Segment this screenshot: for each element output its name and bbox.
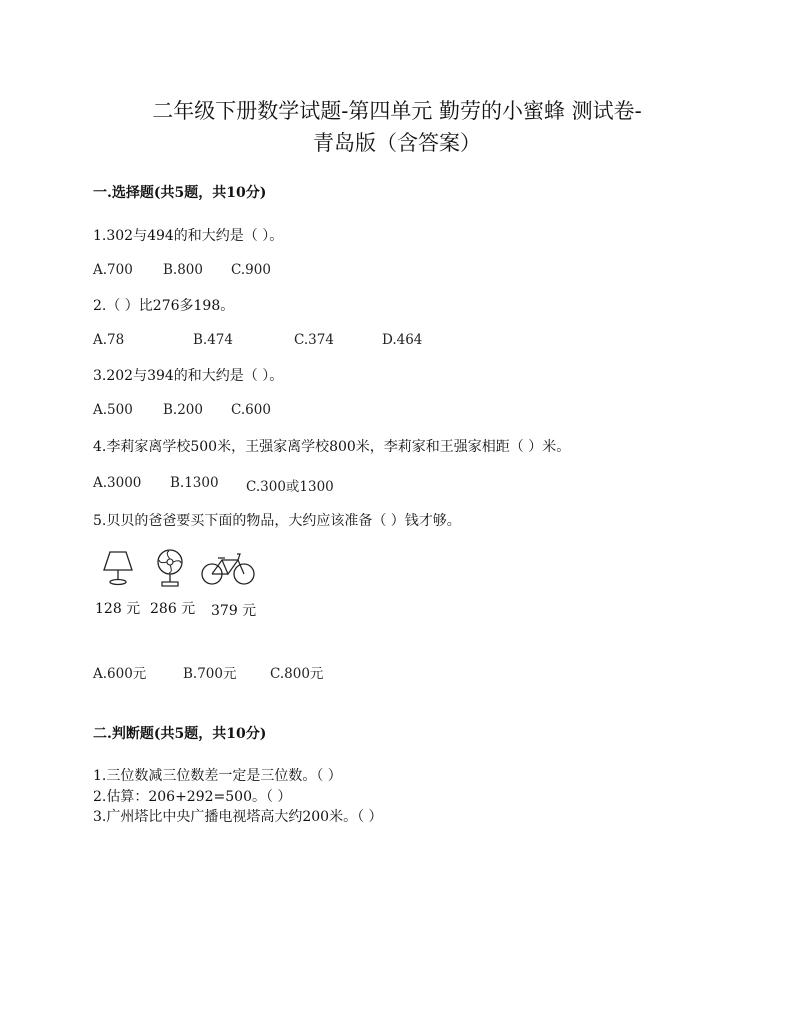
- option-b: B.700元: [183, 666, 237, 682]
- question-2: 2.（ ）比276多198。: [93, 298, 235, 314]
- question-4: 4.李莉家离学校500米，王强家离学校800米，李莉家和王强家相距（ ）米。: [93, 439, 571, 455]
- option-a: A.700: [93, 262, 133, 278]
- option-d: D.464: [382, 332, 423, 348]
- judgement-question-1: 1.三位数减三位数差一定是三位数。（ ）: [93, 768, 342, 784]
- option-a: A.600元: [93, 666, 147, 682]
- title-line-1: 二年级下册数学试题-第四单元 勤劳的小蜜蜂 测试卷-: [152, 99, 642, 123]
- option-a: A.78: [93, 332, 125, 348]
- title-line-2: 青岛版（含答案）: [313, 131, 481, 155]
- price-bicycle: 379 元: [211, 603, 257, 619]
- question-3: 3.202与394的和大约是（ ）。: [93, 368, 284, 384]
- lamp-icon: [100, 548, 136, 588]
- price-lamp: 128 元: [95, 601, 141, 617]
- section-heading-choice: 一.选择题(共5题，共10分): [93, 185, 267, 201]
- section-heading-judgement: 二.判断题(共5题，共10分): [93, 726, 267, 742]
- option-c: C.300或1300: [246, 479, 334, 495]
- bicycle-icon: [200, 548, 256, 588]
- items-figure: [95, 548, 265, 620]
- judgement-question-3: 3.广州塔比中央广播电视塔高大约200米。（ ）: [93, 809, 383, 825]
- question-1: 1.302与494的和大约是（ ）。: [93, 228, 284, 244]
- option-b: B.1300: [170, 475, 219, 491]
- option-a: A.3000: [93, 475, 142, 491]
- option-b: B.200: [163, 402, 203, 418]
- fan-icon: [153, 548, 187, 590]
- option-c: C.374: [294, 332, 334, 348]
- option-b: B.474: [193, 332, 233, 348]
- price-fan: 286 元: [150, 601, 196, 617]
- option-c: C.600: [231, 402, 271, 418]
- question-5: 5.贝贝的爸爸要买下面的物品，大约应该准备（ ）钱才够。: [93, 513, 461, 529]
- option-c: C.800元: [270, 666, 324, 682]
- option-a: A.500: [93, 402, 133, 418]
- option-b: B.800: [163, 262, 203, 278]
- option-c: C.900: [231, 262, 271, 278]
- judgement-question-2: 2.估算：206+292=500。（ ）: [93, 789, 292, 805]
